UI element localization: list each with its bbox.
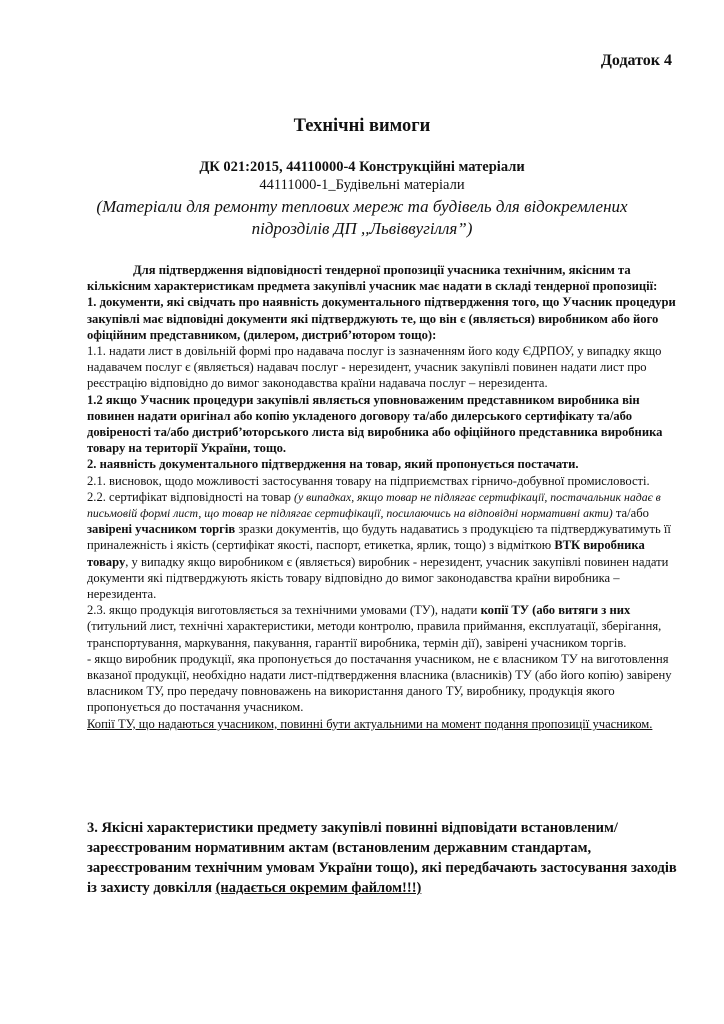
section-1-1: 1.1. надати лист в довільній формі про надавача послуг із зазначенням його коду ЄДРПОУ, у випадку якщо надавачем послуг є (являється) надавач послуг - нерезидент, учасник закупівлі повинен надати лист про реєстрацію відповідно до вимог законодавства країни надавача послуг – нерезидента. (87, 344, 662, 391)
section-3-text: 3. Якісні характеристики предмету закупівлі повинні відповідати встановленим/зареєстрованим нормативним актам (встановленим державним стандартам, зареєстрованим технічним умовам України тощо), які передбачають застосування заходів із захисту довкілля (87, 820, 677, 896)
s22-text-b: та/або (612, 506, 649, 521)
s22-text-c: зразки документів, що будуть надаватись з продукцією та підтверджуватимуть її приналежність і якість (сертифікат якості, паспорт, етикетка, ярлик, тощо) з відміткою (87, 522, 671, 553)
appendix-label: Додаток 4 (600, 52, 672, 69)
section-2-1: 2.1. висновок, щодо можливості застосування товару на підприємствах гірничо-добувної промисловості. (87, 473, 650, 488)
section-3-separate-file-note: (надається окремим файлом!!!) (215, 880, 422, 896)
section-2-3-underlined: Копії ТУ, що надаються учасником, повинні бути актуальними на момент подання пропозиції учасником. (87, 716, 653, 731)
section-2-3-note: - якщо виробник продукції, яка пропонується до постачання учасником, не є власником ТУ на виготовлення вказаної продукції, необхідно надати лист-підтвердження власника (власників) ТУ (або його копію) завірену власником ТУ, про передачу повноважень на використання даного ТУ, виробнику, продукція якого пропонується до постачання учасником. (87, 651, 672, 715)
section-2-heading: 2. наявність документального підтвердження на товар, який пропонується постачати. (87, 457, 579, 472)
scope-description (0, 196, 724, 240)
section-1-2: 1.2 якщо Учасник процедури закупівлі являється уповноваженим представником виробника він повинен надати оригінал або копію укладеного договору та/або дилерського сертифікату та/або довіреності та/або дистриб’юторського листа від виробника або офіційного представника виробника товару на території України, тощо. (87, 392, 663, 456)
s22-italic-note: (у випадках, якщо товар не підлягає сертифікації, постачальник надає в письмовій формі лист, що товар не підлягає сертифікації, посилаючись на відповідні нормативні акти) (87, 489, 661, 521)
requirements-body (87, 262, 683, 732)
section-1-heading: 1. документи, які свідчать про наявність документального підтвердження того, що Учасник процедури закупівлі має відповідні документи які підтверджують те, що він є (являється) виробником або його офіційним представником, (дилером, дистриб’ютором тощо): (87, 295, 676, 342)
s22-text-d: , у випадку якщо виробником є (являється) виробник - нерезидент, учасник закупівлі повинен надати документи які підтверджують якість товару відповідно до вимог законодавства країни виробника – нерезидента. (87, 554, 669, 602)
section-2-2 (87, 489, 683, 602)
s23-text-b: (титульний лист, технічні характеристики, методи контролю, правила приймання, експлуатації, зберігання, транспортування, маркування, пакування, гарантії виробника, термін дії), завірені учасником торгів. (87, 619, 662, 650)
document-title: Технічні вимоги (293, 116, 431, 136)
section-3 (87, 818, 683, 898)
section-2-3 (87, 602, 683, 651)
s23-text-a: 2.3. якщо продукція виготовляється за технічними умовами (ТУ), надати (87, 603, 481, 618)
classification-code-line: ДК 021:2015, 44110000-4 Конструкційні матеріали (199, 159, 525, 175)
subtitle-block (0, 158, 724, 240)
intro-paragraph: Для підтвердження відповідності тендерної пропозиції учасника технічним, якісним та кількісним характеристикам предмета закупівлі учасник має надати в складі тендерної пропозиції: (87, 263, 658, 294)
s23-bold-copies: копії ТУ (або витяги з них (480, 603, 631, 618)
scope-line-1: (Матеріали для ремонту теплових мереж та будівель для відокремлених (96, 197, 628, 216)
section-3-paragraph (87, 818, 683, 898)
sub-code-line: 44111000-1_Будівельні матеріали (259, 177, 465, 193)
s22-bold-certified: завірені учасником торгів (87, 522, 236, 537)
scope-line-2: підрозділів ДП ,,Львіввугілля”) (251, 219, 473, 238)
s22-text-a: 2.2. сертифікат відповідності на товар (87, 489, 295, 504)
s22-bold-qc: ВТК виробника товару (87, 538, 645, 569)
